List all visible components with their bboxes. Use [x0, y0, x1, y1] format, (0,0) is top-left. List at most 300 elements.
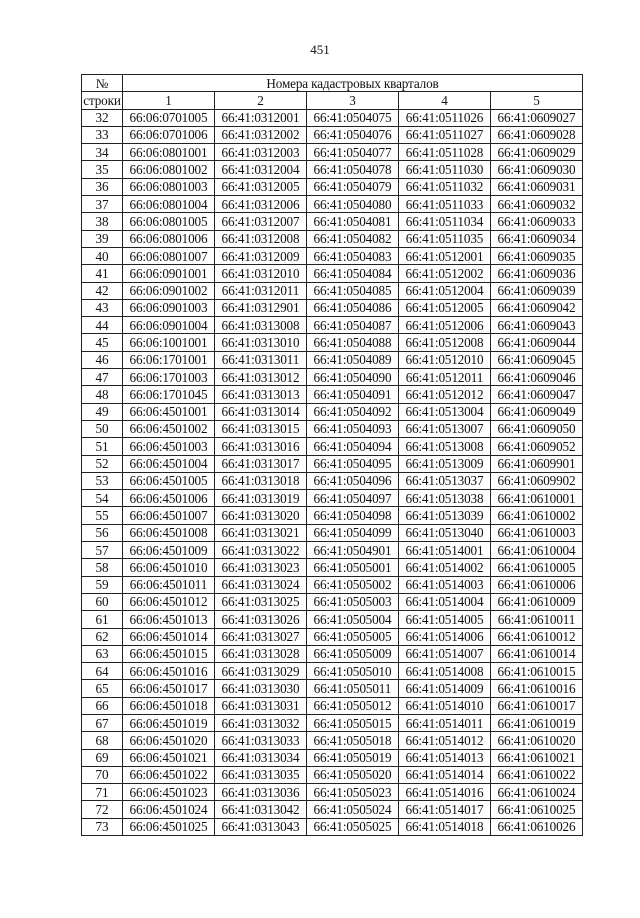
cadastral-number-cell: 66:41:0313023: [215, 559, 307, 576]
cadastral-number-cell: 66:41:0610015: [491, 663, 583, 680]
table-row: [82, 455, 583, 472]
cadastral-number-cell: 66:41:0514008: [399, 663, 491, 680]
cadastral-number-cell: 66:41:0504088: [307, 334, 399, 351]
cadastral-number-cell: 66:41:0313025: [215, 593, 307, 610]
cadastral-number-cell: 66:41:0313032: [215, 714, 307, 731]
cadastral-number-cell: 66:41:0504092: [307, 403, 399, 420]
table-row: [82, 818, 583, 835]
row-number-cell: 35: [82, 161, 123, 178]
column-header-5: 5: [491, 92, 583, 109]
cadastral-number-cell: 66:06:4501024: [123, 801, 215, 818]
cadastral-number-cell: 66:41:0511030: [399, 161, 491, 178]
row-number-cell: 32: [82, 109, 123, 126]
row-number-cell: 47: [82, 369, 123, 386]
cadastral-number-cell: 66:41:0313012: [215, 369, 307, 386]
cadastral-number-cell: 66:41:0514004: [399, 593, 491, 610]
table-row: [82, 749, 583, 766]
row-number-cell: 44: [82, 317, 123, 334]
cadastral-number-cell: 66:41:0609042: [491, 299, 583, 316]
cadastral-number-cell: 66:41:0609032: [491, 196, 583, 213]
table-row: [82, 386, 583, 403]
cadastral-number-cell: 66:41:0313028: [215, 645, 307, 662]
table-row: [82, 265, 583, 282]
cadastral-number-cell: 66:41:0505010: [307, 663, 399, 680]
cadastral-number-cell: 66:41:0504094: [307, 438, 399, 455]
cadastral-number-cell: 66:41:0504097: [307, 490, 399, 507]
cadastral-number-cell: 66:41:0313031: [215, 697, 307, 714]
cadastral-number-cell: 66:41:0610016: [491, 680, 583, 697]
cadastral-number-cell: 66:06:4501012: [123, 593, 215, 610]
cadastral-number-cell: 66:06:4501021: [123, 749, 215, 766]
cadastral-number-cell: 66:06:4501017: [123, 680, 215, 697]
cadastral-number-cell: 66:06:1701003: [123, 369, 215, 386]
cadastral-number-cell: 66:41:0512006: [399, 317, 491, 334]
cadastral-number-cell: 66:06:0901001: [123, 265, 215, 282]
cadastral-number-cell: 66:41:0505020: [307, 766, 399, 783]
cadastral-number-cell: 66:41:0609049: [491, 403, 583, 420]
cadastral-number-cell: 66:41:0312010: [215, 265, 307, 282]
cadastral-number-cell: 66:06:4501002: [123, 420, 215, 437]
cadastral-number-cell: 66:41:0610025: [491, 801, 583, 818]
cadastral-number-cell: 66:41:0313027: [215, 628, 307, 645]
column-header-1: 1: [123, 92, 215, 109]
table-row: [82, 766, 583, 783]
row-number-cell: 68: [82, 732, 123, 749]
table-row: [82, 230, 583, 247]
cadastral-number-cell: 66:06:4501004: [123, 455, 215, 472]
cadastral-number-cell: 66:41:0610009: [491, 593, 583, 610]
column-header-3: 3: [307, 92, 399, 109]
cadastral-number-cell: 66:41:0610002: [491, 507, 583, 524]
table-row: [82, 196, 583, 213]
cadastral-quarters-table: [81, 74, 583, 836]
cadastral-number-cell: 66:41:0504086: [307, 299, 399, 316]
row-number-cell: 57: [82, 542, 123, 559]
cadastral-number-cell: 66:41:0514016: [399, 784, 491, 801]
table-row: [82, 334, 583, 351]
table-row: [82, 732, 583, 749]
cadastral-number-cell: 66:06:4501020: [123, 732, 215, 749]
cadastral-number-cell: 66:41:0505015: [307, 714, 399, 731]
cadastral-number-cell: 66:41:0610014: [491, 645, 583, 662]
table-row: [82, 369, 583, 386]
cadastral-number-cell: 66:41:0609047: [491, 386, 583, 403]
cadastral-number-cell: 66:41:0313014: [215, 403, 307, 420]
cadastral-number-cell: 66:41:0313008: [215, 317, 307, 334]
cadastral-number-cell: 66:06:4501025: [123, 818, 215, 835]
row-number-cell: 33: [82, 126, 123, 143]
row-number-cell: 70: [82, 766, 123, 783]
cadastral-number-cell: 66:41:0504098: [307, 507, 399, 524]
group-title-header: Номера кадастровых кварталов: [123, 75, 583, 92]
cadastral-number-cell: 66:06:0901004: [123, 317, 215, 334]
cadastral-number-cell: 66:41:0505003: [307, 593, 399, 610]
cadastral-number-cell: 66:06:4501018: [123, 697, 215, 714]
cadastral-number-cell: 66:41:0504089: [307, 351, 399, 368]
table-row: [82, 472, 583, 489]
cadastral-number-cell: 66:06:1001001: [123, 334, 215, 351]
cadastral-number-cell: 66:41:0610019: [491, 714, 583, 731]
row-number-cell: 56: [82, 524, 123, 541]
cadastral-number-cell: 66:06:0801002: [123, 161, 215, 178]
cadastral-number-cell: 66:41:0514006: [399, 628, 491, 645]
row-number-cell: 43: [82, 299, 123, 316]
table-row: [82, 524, 583, 541]
cadastral-number-cell: 66:06:4501022: [123, 766, 215, 783]
cadastral-number-cell: 66:41:0313034: [215, 749, 307, 766]
cadastral-number-cell: 66:41:0610012: [491, 628, 583, 645]
cadastral-number-cell: 66:41:0313035: [215, 766, 307, 783]
cadastral-number-cell: 66:06:0901002: [123, 282, 215, 299]
cadastral-number-cell: 66:41:0312002: [215, 126, 307, 143]
table-row: [82, 438, 583, 455]
row-number-cell: 50: [82, 420, 123, 437]
cadastral-number-cell: 66:41:0514005: [399, 611, 491, 628]
cadastral-number-cell: 66:41:0312007: [215, 213, 307, 230]
row-number-cell: 64: [82, 663, 123, 680]
cadastral-number-cell: 66:41:0512004: [399, 282, 491, 299]
cadastral-number-cell: 66:41:0504084: [307, 265, 399, 282]
table-row: [82, 247, 583, 264]
table-row: [82, 697, 583, 714]
row-number-cell: 38: [82, 213, 123, 230]
cadastral-number-cell: 66:41:0313036: [215, 784, 307, 801]
cadastral-number-cell: 66:41:0511035: [399, 230, 491, 247]
cadastral-number-cell: 66:41:0511027: [399, 126, 491, 143]
cadastral-number-cell: 66:41:0313021: [215, 524, 307, 541]
cadastral-number-cell: 66:41:0505024: [307, 801, 399, 818]
cadastral-number-cell: 66:41:0511032: [399, 178, 491, 195]
table-row: [82, 282, 583, 299]
row-number-cell: 45: [82, 334, 123, 351]
cadastral-number-cell: 66:41:0313022: [215, 542, 307, 559]
cadastral-number-cell: 66:41:0505001: [307, 559, 399, 576]
cadastral-number-cell: 66:41:0513007: [399, 420, 491, 437]
cadastral-number-cell: 66:41:0609052: [491, 438, 583, 455]
cadastral-number-cell: 66:06:0801007: [123, 247, 215, 264]
row-number-cell: 34: [82, 144, 123, 161]
table-row: [82, 420, 583, 437]
cadastral-number-cell: 66:41:0609030: [491, 161, 583, 178]
cadastral-number-cell: 66:41:0609039: [491, 282, 583, 299]
row-number-cell: 67: [82, 714, 123, 731]
row-number-cell: 46: [82, 351, 123, 368]
row-number-cell: 71: [82, 784, 123, 801]
cadastral-number-cell: 66:06:4501011: [123, 576, 215, 593]
cadastral-number-cell: 66:06:4501019: [123, 714, 215, 731]
table-row: [82, 542, 583, 559]
cadastral-number-cell: 66:41:0610020: [491, 732, 583, 749]
row-number-cell: 51: [82, 438, 123, 455]
cadastral-number-cell: 66:41:0312004: [215, 161, 307, 178]
cadastral-number-cell: 66:41:0505011: [307, 680, 399, 697]
cadastral-number-cell: 66:06:0801005: [123, 213, 215, 230]
cadastral-number-cell: 66:41:0312011: [215, 282, 307, 299]
cadastral-number-cell: 66:41:0504090: [307, 369, 399, 386]
cadastral-number-cell: 66:41:0514017: [399, 801, 491, 818]
cadastral-number-cell: 66:41:0505023: [307, 784, 399, 801]
table-row: [82, 126, 583, 143]
cadastral-number-cell: 66:41:0313042: [215, 801, 307, 818]
cadastral-number-cell: 66:41:0504080: [307, 196, 399, 213]
cadastral-number-cell: 66:41:0512008: [399, 334, 491, 351]
cadastral-number-cell: 66:41:0313020: [215, 507, 307, 524]
row-number-cell: 49: [82, 403, 123, 420]
cadastral-number-cell: 66:41:0505019: [307, 749, 399, 766]
cadastral-number-cell: 66:41:0504079: [307, 178, 399, 195]
cadastral-number-cell: 66:41:0511028: [399, 144, 491, 161]
cadastral-number-cell: 66:41:0610022: [491, 766, 583, 783]
table-row: [82, 490, 583, 507]
cadastral-number-cell: 66:41:0609050: [491, 420, 583, 437]
table-row: [82, 611, 583, 628]
row-number-cell: 53: [82, 472, 123, 489]
cadastral-number-cell: 66:41:0514007: [399, 645, 491, 662]
cadastral-number-cell: 66:41:0609031: [491, 178, 583, 195]
cadastral-number-cell: 66:06:1701001: [123, 351, 215, 368]
cadastral-number-cell: 66:41:0505002: [307, 576, 399, 593]
cadastral-number-cell: 66:06:4501007: [123, 507, 215, 524]
cadastral-number-cell: 66:06:4501010: [123, 559, 215, 576]
cadastral-number-cell: 66:06:0901003: [123, 299, 215, 316]
cadastral-number-cell: 66:41:0313016: [215, 438, 307, 455]
cadastral-number-cell: 66:41:0609027: [491, 109, 583, 126]
cadastral-number-cell: 66:06:1701045: [123, 386, 215, 403]
cadastral-number-cell: 66:06:0801004: [123, 196, 215, 213]
row-number-cell: 69: [82, 749, 123, 766]
cadastral-number-cell: 66:41:0512012: [399, 386, 491, 403]
cadastral-number-cell: 66:41:0313029: [215, 663, 307, 680]
table-row: [82, 593, 583, 610]
cadastral-number-cell: 66:41:0312003: [215, 144, 307, 161]
row-number-cell: 59: [82, 576, 123, 593]
page-number: 451: [310, 42, 330, 57]
cadastral-number-cell: 66:41:0504087: [307, 317, 399, 334]
row-number-cell: 41: [82, 265, 123, 282]
cadastral-number-cell: 66:06:4501013: [123, 611, 215, 628]
cadastral-number-cell: 66:41:0313043: [215, 818, 307, 835]
table-row: [82, 680, 583, 697]
cadastral-number-cell: 66:41:0610026: [491, 818, 583, 835]
cadastral-number-cell: 66:06:4501023: [123, 784, 215, 801]
cadastral-number-cell: 66:41:0512005: [399, 299, 491, 316]
cadastral-number-cell: 66:06:0701005: [123, 109, 215, 126]
cadastral-number-cell: 66:41:0505025: [307, 818, 399, 835]
cadastral-number-cell: 66:06:4501005: [123, 472, 215, 489]
cadastral-number-cell: 66:41:0312901: [215, 299, 307, 316]
cadastral-number-cell: 66:41:0513004: [399, 403, 491, 420]
cadastral-number-cell: 66:41:0504081: [307, 213, 399, 230]
cadastral-number-cell: 66:41:0504099: [307, 524, 399, 541]
cadastral-number-cell: 66:41:0609043: [491, 317, 583, 334]
cadastral-number-cell: 66:41:0312009: [215, 247, 307, 264]
cadastral-number-cell: 66:41:0312008: [215, 230, 307, 247]
cadastral-number-cell: 66:06:0801001: [123, 144, 215, 161]
row-number-cell: 40: [82, 247, 123, 264]
row-number-cell: 37: [82, 196, 123, 213]
cadastral-number-cell: 66:06:0801006: [123, 230, 215, 247]
cadastral-number-cell: 66:41:0514010: [399, 697, 491, 714]
cadastral-number-cell: 66:41:0313017: [215, 455, 307, 472]
cadastral-number-cell: 66:41:0609034: [491, 230, 583, 247]
cadastral-number-cell: 66:41:0610006: [491, 576, 583, 593]
row-number-cell: 55: [82, 507, 123, 524]
table-row: [82, 714, 583, 731]
cadastral-number-cell: 66:06:4501014: [123, 628, 215, 645]
cadastral-number-cell: 66:41:0511033: [399, 196, 491, 213]
cadastral-number-cell: 66:41:0609036: [491, 265, 583, 282]
cadastral-number-cell: 66:41:0513039: [399, 507, 491, 524]
row-number-cell: 42: [82, 282, 123, 299]
column-header-4: 4: [399, 92, 491, 109]
cadastral-number-cell: 66:41:0313019: [215, 490, 307, 507]
cadastral-number-cell: 66:41:0513037: [399, 472, 491, 489]
cadastral-number-cell: 66:41:0313033: [215, 732, 307, 749]
table-row: [82, 178, 583, 195]
cadastral-number-cell: 66:41:0504078: [307, 161, 399, 178]
cadastral-number-cell: 66:41:0609044: [491, 334, 583, 351]
cadastral-number-cell: 66:41:0313024: [215, 576, 307, 593]
cadastral-number-cell: 66:41:0609029: [491, 144, 583, 161]
cadastral-number-cell: 66:41:0504077: [307, 144, 399, 161]
cadastral-number-cell: 66:41:0610011: [491, 611, 583, 628]
cadastral-number-cell: 66:41:0505005: [307, 628, 399, 645]
cadastral-number-cell: 66:41:0609035: [491, 247, 583, 264]
table-row: [82, 161, 583, 178]
cadastral-number-cell: 66:41:0512011: [399, 369, 491, 386]
row-number-cell: 63: [82, 645, 123, 662]
cadastral-number-cell: 66:41:0504082: [307, 230, 399, 247]
row-number-header-bottom: строки: [83, 92, 121, 108]
row-number-cell: 62: [82, 628, 123, 645]
cadastral-number-cell: 66:41:0610001: [491, 490, 583, 507]
table-row: [82, 109, 583, 126]
table-row: [82, 576, 583, 593]
cadastral-number-cell: 66:06:4501006: [123, 490, 215, 507]
cadastral-number-cell: 66:41:0609046: [491, 369, 583, 386]
cadastral-number-cell: 66:41:0313015: [215, 420, 307, 437]
row-number-cell: 60: [82, 593, 123, 610]
column-header-2: 2: [215, 92, 307, 109]
cadastral-number-cell: 66:41:0505018: [307, 732, 399, 749]
table-row: [82, 144, 583, 161]
cadastral-number-cell: 66:41:0513040: [399, 524, 491, 541]
table-row: [82, 213, 583, 230]
cadastral-number-cell: 66:41:0505012: [307, 697, 399, 714]
table-row: [82, 663, 583, 680]
cadastral-number-cell: 66:41:0313010: [215, 334, 307, 351]
cadastral-number-cell: 66:41:0512010: [399, 351, 491, 368]
cadastral-number-cell: 66:41:0609033: [491, 213, 583, 230]
table-row: [82, 559, 583, 576]
cadastral-number-cell: 66:41:0514011: [399, 714, 491, 731]
cadastral-number-cell: 66:41:0514002: [399, 559, 491, 576]
cadastral-number-cell: 66:41:0513038: [399, 490, 491, 507]
cadastral-number-cell: 66:06:4501003: [123, 438, 215, 455]
cadastral-number-cell: 66:41:0505009: [307, 645, 399, 662]
cadastral-number-cell: 66:41:0609028: [491, 126, 583, 143]
cadastral-number-cell: 66:41:0504075: [307, 109, 399, 126]
row-number-header-top: №: [82, 75, 123, 92]
cadastral-number-cell: 66:41:0610003: [491, 524, 583, 541]
cadastral-number-cell: 66:41:0514012: [399, 732, 491, 749]
cadastral-number-cell: 66:41:0512001: [399, 247, 491, 264]
row-number-cell: 66: [82, 697, 123, 714]
cadastral-number-cell: 66:41:0313018: [215, 472, 307, 489]
cadastral-number-cell: 66:06:4501001: [123, 403, 215, 420]
cadastral-number-cell: 66:41:0504083: [307, 247, 399, 264]
cadastral-number-cell: 66:06:4501015: [123, 645, 215, 662]
cadastral-number-cell: 66:41:0313030: [215, 680, 307, 697]
cadastral-number-cell: 66:06:4501009: [123, 542, 215, 559]
table-body: [82, 109, 583, 835]
cadastral-number-cell: 66:41:0610017: [491, 697, 583, 714]
cadastral-number-cell: 66:41:0609902: [491, 472, 583, 489]
table-row: [82, 801, 583, 818]
cadastral-number-cell: 66:41:0511026: [399, 109, 491, 126]
cadastral-number-cell: 66:41:0313011: [215, 351, 307, 368]
cadastral-number-cell: 66:41:0514014: [399, 766, 491, 783]
cadastral-number-cell: 66:41:0504901: [307, 542, 399, 559]
cadastral-number-cell: 66:41:0504096: [307, 472, 399, 489]
cadastral-number-cell: 66:41:0514009: [399, 680, 491, 697]
cadastral-number-cell: 66:41:0312005: [215, 178, 307, 195]
cadastral-number-cell: 66:41:0609901: [491, 455, 583, 472]
cadastral-number-cell: 66:41:0504095: [307, 455, 399, 472]
row-number-cell: 52: [82, 455, 123, 472]
cadastral-number-cell: 66:41:0514018: [399, 818, 491, 835]
row-number-cell: 54: [82, 490, 123, 507]
row-number-cell: 36: [82, 178, 123, 195]
row-number-cell: 61: [82, 611, 123, 628]
cadastral-number-cell: 66:41:0504091: [307, 386, 399, 403]
cadastral-number-cell: 66:41:0511034: [399, 213, 491, 230]
table-row: [82, 299, 583, 316]
cadastral-number-cell: 66:41:0514003: [399, 576, 491, 593]
row-number-cell: 48: [82, 386, 123, 403]
cadastral-number-cell: 66:06:0801003: [123, 178, 215, 195]
cadastral-number-cell: 66:41:0312001: [215, 109, 307, 126]
row-number-cell: 73: [82, 818, 123, 835]
cadastral-number-cell: 66:41:0514013: [399, 749, 491, 766]
cadastral-number-cell: 66:06:4501008: [123, 524, 215, 541]
table-row: [82, 351, 583, 368]
cadastral-number-cell: 66:41:0610021: [491, 749, 583, 766]
cadastral-number-cell: 66:06:4501016: [123, 663, 215, 680]
table-row: [82, 784, 583, 801]
cadastral-number-cell: 66:41:0504076: [307, 126, 399, 143]
cadastral-number-cell: 66:06:0701006: [123, 126, 215, 143]
table-header: [82, 75, 583, 110]
cadastral-number-cell: 66:41:0610005: [491, 559, 583, 576]
cadastral-number-cell: 66:41:0609045: [491, 351, 583, 368]
cadastral-number-cell: 66:41:0313026: [215, 611, 307, 628]
table-row: [82, 628, 583, 645]
table-row: [82, 645, 583, 662]
row-number-cell: 72: [82, 801, 123, 818]
cadastral-number-cell: 66:41:0513009: [399, 455, 491, 472]
row-number-cell: 65: [82, 680, 123, 697]
cadastral-number-cell: 66:41:0512002: [399, 265, 491, 282]
cadastral-number-cell: 66:41:0610004: [491, 542, 583, 559]
cadastral-number-cell: 66:41:0514001: [399, 542, 491, 559]
cadastral-number-cell: 66:41:0313013: [215, 386, 307, 403]
row-number-cell: 39: [82, 230, 123, 247]
table-row: [82, 403, 583, 420]
table-row: [82, 507, 583, 524]
cadastral-number-cell: 66:41:0505004: [307, 611, 399, 628]
cadastral-number-cell: 66:41:0610024: [491, 784, 583, 801]
